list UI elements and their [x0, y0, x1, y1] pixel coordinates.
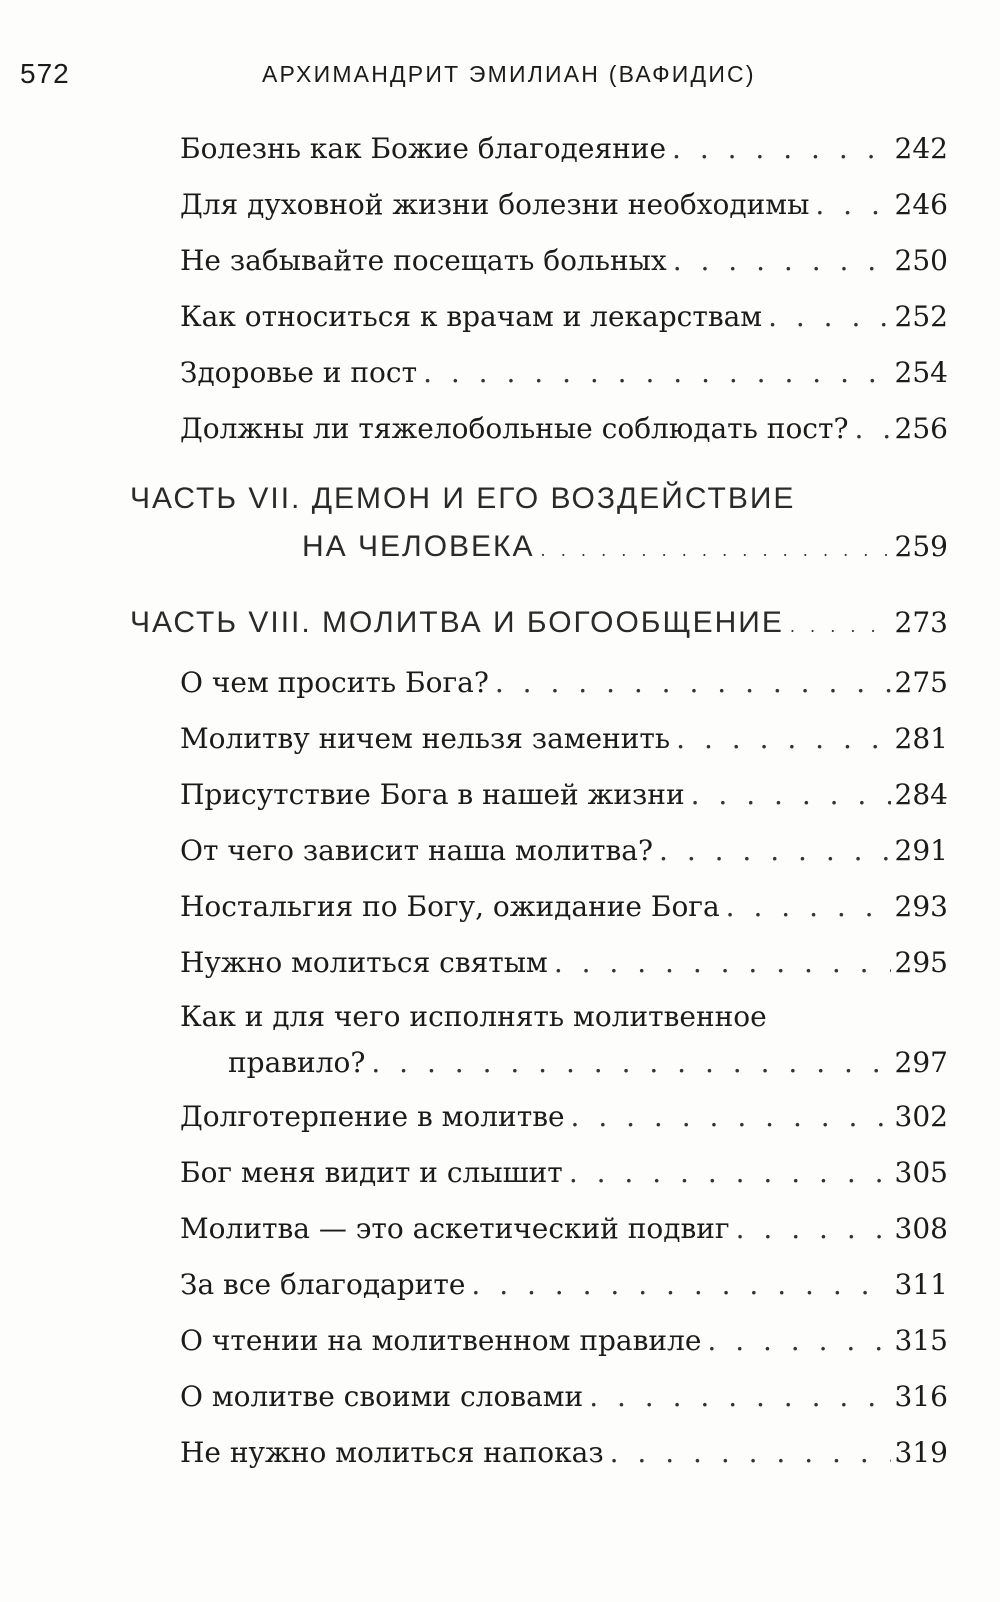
toc-entry[interactable]: [180, 300, 948, 333]
toc-entry-title: Молитву ничем нельзя заменить: [180, 722, 671, 755]
toc-entry-page: 295: [894, 946, 948, 979]
dot-leader: [554, 946, 891, 979]
toc-entry[interactable]: [180, 1436, 948, 1469]
part-heading-title: ЧАСТЬ VIII. МОЛИТВА И БОГООБЩЕНИЕ: [130, 606, 784, 639]
toc-entry-title: Болезнь как Божие благодеяние: [180, 132, 667, 165]
toc-entry[interactable]: [180, 188, 948, 221]
toc-entry-page: 254: [894, 356, 948, 389]
toc-entry-title: О чем просить Бога?: [180, 666, 489, 699]
toc-entry-page: 305: [894, 1156, 948, 1189]
toc-entry-page: 281: [894, 722, 948, 755]
dot-leader: [571, 1100, 891, 1133]
toc-entry[interactable]: [180, 1212, 948, 1245]
toc-entry-page: 316: [894, 1380, 948, 1413]
toc-entry[interactable]: [180, 1268, 948, 1301]
part-heading-page: 273: [894, 606, 948, 639]
dot-leader: [768, 300, 890, 333]
toc-entry[interactable]: [180, 244, 948, 277]
dot-leader: [790, 617, 891, 636]
toc-entry-title: Не забывайте посещать больных: [180, 244, 667, 277]
toc-entry-title: За все благодарите: [180, 1268, 466, 1301]
toc-entry-title: Присутствие Бога в нашей жизни: [180, 778, 685, 811]
part-heading-page: 259: [894, 530, 948, 563]
toc-entry-page: 275: [894, 666, 948, 699]
toc-entry-page: 293: [894, 890, 948, 923]
toc-entry[interactable]: [180, 1046, 948, 1079]
toc-entry-title: Молитва — это аскетический подвиг: [180, 1212, 730, 1245]
toc-entry-title: Ностальгия по Богу, ожидание Бога: [180, 890, 720, 923]
toc-entry[interactable]: [180, 412, 948, 445]
dot-leader: [541, 541, 891, 560]
toc-entry-title-line[interactable]: Как и для чего исполнять молитвенное: [180, 1000, 767, 1033]
toc-entry-title: Нужно молиться святым: [180, 946, 548, 979]
toc-entry-title: Здоровье и пост: [180, 356, 418, 389]
toc-entry-page: 315: [894, 1324, 948, 1357]
page-number: 572: [20, 58, 70, 89]
toc-entry[interactable]: [180, 1380, 948, 1413]
toc-entry[interactable]: [180, 834, 948, 867]
toc-entry-page: 246: [894, 188, 948, 221]
toc-entry-page: 308: [894, 1212, 948, 1245]
toc-entry-title: От чего зависит наша молитва?: [180, 834, 654, 867]
dot-leader: [471, 1268, 890, 1301]
toc-entry-page: 242: [894, 132, 948, 165]
toc-entry[interactable]: [180, 722, 948, 755]
toc-entry-page: 302: [894, 1100, 948, 1133]
toc-entry-title: Должны ли тяжелобольные соблюдать пост?: [180, 412, 849, 445]
toc-entry[interactable]: [180, 132, 948, 165]
dot-leader: [659, 834, 891, 867]
toc-entry[interactable]: [180, 778, 948, 811]
dot-leader: [815, 188, 890, 221]
toc-entry-title: О чтении на молитвенном правиле: [180, 1324, 702, 1357]
dot-leader: [676, 722, 890, 755]
toc-entry-title: Долготерпение в молитве: [180, 1100, 565, 1133]
part-heading-title: НА ЧЕЛОВЕКА: [302, 530, 535, 563]
toc-entry[interactable]: [180, 890, 948, 923]
dot-leader: [736, 1212, 891, 1245]
toc-entry[interactable]: [180, 1156, 948, 1189]
dot-leader: [726, 890, 891, 923]
toc-entry[interactable]: [180, 356, 948, 389]
dot-leader: [371, 1046, 890, 1079]
toc-entry-title: О молитве своими словами: [180, 1380, 584, 1413]
dot-leader: [495, 666, 891, 699]
toc-entry-title: правило?: [228, 1046, 366, 1079]
toc-entry[interactable]: [180, 666, 948, 699]
toc-entry-page: 250: [894, 244, 948, 277]
part-heading[interactable]: [130, 606, 948, 640]
dot-leader: [589, 1380, 890, 1413]
dot-leader: [673, 244, 891, 277]
toc-entry[interactable]: [180, 946, 948, 979]
running-title: АРХИМАНДРИТ ЭМИЛИАН (ВАФИДИС): [262, 61, 756, 87]
toc-entry-title: Как относиться к врачам и лекарствам: [180, 300, 763, 333]
dot-leader: [672, 132, 891, 165]
toc-entry-page: 284: [894, 778, 948, 811]
dot-leader: [691, 778, 891, 811]
dot-leader: [423, 356, 890, 389]
toc-entry-page: 252: [894, 300, 948, 333]
toc-entry-title: Не нужно молиться напоказ: [180, 1436, 604, 1469]
toc-entry[interactable]: [180, 1324, 948, 1357]
toc-entry-page: 256: [894, 412, 948, 445]
toc-entry-page: 319: [894, 1436, 948, 1469]
dot-leader: [707, 1324, 890, 1357]
toc-entry-title: Бог меня видит и слышит: [180, 1156, 563, 1189]
toc-entry[interactable]: [180, 1100, 948, 1133]
toc-entry-page: 291: [894, 834, 948, 867]
part-heading-line[interactable]: ЧАСТЬ VII. ДЕМОН И ЕГО ВОЗДЕЙСТВИЕ: [130, 482, 796, 515]
dot-leader: [569, 1156, 891, 1189]
toc-entry-page: 311: [894, 1268, 948, 1301]
dot-leader: [610, 1436, 891, 1469]
page-header: [0, 58, 1000, 98]
part-heading[interactable]: [130, 530, 948, 564]
dot-leader: [855, 412, 891, 445]
toc-entry-title: Для духовной жизни болезни необходимы: [180, 188, 810, 221]
toc-entry-page: 297: [894, 1046, 948, 1079]
